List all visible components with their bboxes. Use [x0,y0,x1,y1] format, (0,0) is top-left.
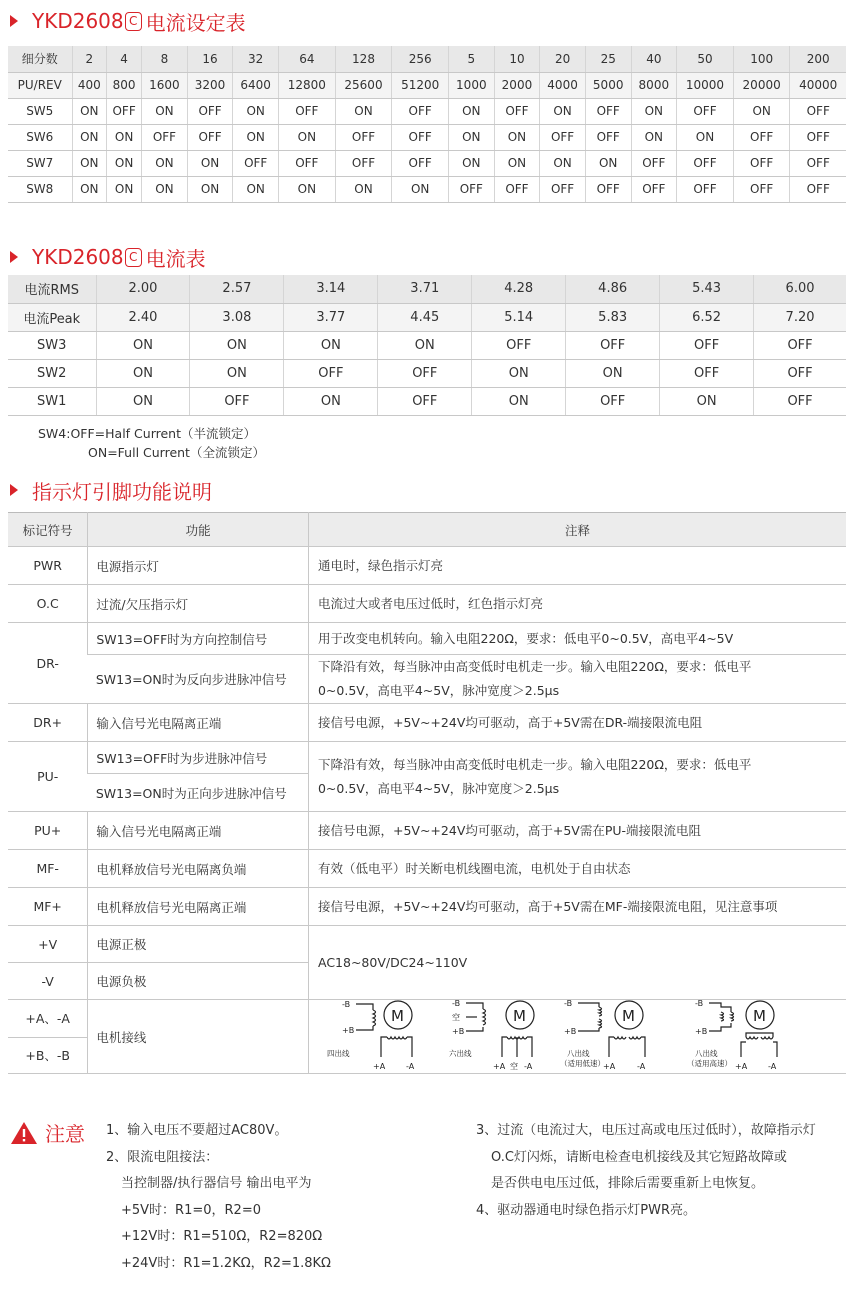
table-row [8,359,846,387]
table-cell: 10 [494,46,540,72]
sw4-note: SW4:OFF=Half Current（半流锁定） ON=Full Current（全流锁定） [38,426,265,460]
notice-column-left: 1、输入电压不要超过AC80V。 2、限流电阻接法： 当控制器/执行器信号 输出电平为 +5V时：R1=0，R2=0 +12V时：R1=510Ω，R2=820Ω +24V时：R1=1.2KΩ，R2=1.8KΩ [106,1123,331,1271]
table-cell: OFF [540,124,586,150]
table-cell: OFF [335,124,392,150]
table-cell: ON [472,387,566,415]
table-cell: 64 [279,46,336,72]
table-cell: OFF [660,331,754,359]
table-cell: OFF [631,176,677,202]
svg-text:-B: -B [451,1000,461,1008]
svg-text:四出线: 四出线 [326,1049,350,1058]
table-cell: OFF [677,176,734,202]
table-cell: 3200 [187,72,233,98]
table-cell: ON [472,359,566,387]
table-cell: ON [96,359,190,387]
svg-text:M: M [621,1007,635,1025]
svg-text:M: M [390,1007,404,1025]
table-cell: 51200 [392,72,449,98]
svg-text:M: M [512,1007,526,1025]
ce-mark-icon: C [125,248,142,267]
svg-text:+A: +A [372,1062,386,1071]
empty-label: 空 [451,1013,460,1022]
table-cell: 4 [107,46,142,72]
table-cell: 1600 [142,72,188,98]
section-title-current-setting: YKD2608 C 电流设定表 [10,8,246,34]
table-cell: ON [72,176,107,202]
table-row: O.C 过流/欠压指示灯 电流过大或者电压过低时，红色指示灯亮 [8,585,846,623]
table-cell: OFF [754,331,846,359]
table-cell: ON [494,150,540,176]
table-cell: 2.40 [96,303,190,331]
table-cell: ON [72,150,107,176]
table-row: +V 电源正极 AC18~80V/DC24~110V [8,926,846,963]
table-cell: OFF [392,150,449,176]
row-label: SW6 [8,124,72,150]
table-cell: ON [279,176,336,202]
table-cell: 4000 [540,72,586,98]
table-cell: ON [190,331,284,359]
table-row: PU- SW13=OFF时为步进脉冲信号 下降沿有效，每当脉冲由高变低时电机走一步。输入电阻220Ω，要求：低电平 0~0.5V，高电平4~5V，脉冲宽度＞2.5μs [8,742,846,774]
table-cell: OFF [449,176,495,202]
table-cell: ON [449,150,495,176]
table-row [8,303,846,331]
table-cell: OFF [585,176,631,202]
table-row [8,176,846,202]
table-cell: ON [72,98,107,124]
table-row [8,98,846,124]
svg-text:八出线: 八出线 [694,1049,718,1058]
triangle-bullet-icon [10,251,18,263]
table-cell: ON [585,150,631,176]
table-row [8,387,846,415]
table-row [8,72,846,98]
table-cell: ON [107,124,142,150]
table-cell: 5 [449,46,495,72]
table-cell: 3.08 [190,303,284,331]
table-cell: OFF [677,98,734,124]
table-cell: OFF [566,331,660,359]
table-cell: OFF [585,98,631,124]
table-cell: OFF [790,124,846,150]
svg-text:（适用低速）: （适用低速） [559,1059,605,1068]
row-label: PU/REV [8,72,72,98]
table-cell: 6.52 [660,303,754,331]
table-cell: 50 [677,46,734,72]
table-row: PU+ 输入信号光电隔离正端 接信号电源，+5V~+24V均可驱动，高于+5V需在PU-端接限流电阻 [8,812,846,850]
table-cell: 25600 [335,72,392,98]
table-cell: 8 [142,46,188,72]
table-cell: 32 [233,46,279,72]
table-row: SW13=ON时为正向步进脉冲信号 [8,774,846,812]
table-cell: 10000 [677,72,734,98]
section-title-pin-functions: 指示灯引脚功能说明 [10,477,212,503]
table-cell: ON [233,98,279,124]
header-note: 注释 [308,513,846,547]
row-label: SW2 [8,359,96,387]
table-cell: 4.28 [472,275,566,303]
table-cell: OFF [392,124,449,150]
table-cell: OFF [472,331,566,359]
table-cell: 100 [733,46,790,72]
table-cell: ON [378,331,472,359]
notice-column-right: 3、过流（电流过大，电压过高或电压过低时），故障指示灯 O.C灯闪烁，请断电检查电机接线及其它短路故障或 是否供电电压过低，排除后需要重新上电恢复。 4、驱动器通电时绿色指示灯PWR亮。 [476,1123,816,1218]
table-cell: OFF [566,387,660,415]
table-cell: 8000 [631,72,677,98]
current-table [8,275,846,416]
table-cell: 2.57 [190,275,284,303]
table-cell: OFF [378,387,472,415]
table-cell: OFF [660,359,754,387]
microstep-setting-table [8,46,846,203]
ce-mark-icon: C [125,12,142,31]
table-cell: OFF [279,98,336,124]
table-cell: ON [540,150,586,176]
table-cell: OFF [540,176,586,202]
table-cell: OFF [631,150,677,176]
svg-text:+A: +A [734,1062,748,1071]
section-title-current-table: YKD2608 C 电流表 [10,244,206,270]
table-cell: OFF [494,98,540,124]
svg-text:八出线: 八出线 [566,1049,590,1058]
table-row: DR+ 输入信号光电隔离正端 接信号电源，+5V~+24V均可驱动，高于+5V需在DR-端接限流电阻 [8,704,846,742]
table-cell: ON [72,124,107,150]
svg-text:六出线: 六出线 [448,1049,472,1058]
table-cell: 6.00 [754,275,846,303]
svg-text:+B: +B [341,1026,355,1035]
table-cell: 5000 [585,72,631,98]
table-cell: 2000 [494,72,540,98]
table-cell: 1000 [449,72,495,98]
table-cell: 20000 [733,72,790,98]
wiring-8wire-low-speed [560,1000,646,1071]
table-cell: OFF [279,150,336,176]
row-label: 细分数 [8,46,72,72]
table-cell: ON [566,359,660,387]
table-cell: 6400 [233,72,279,98]
table-cell: ON [284,331,378,359]
table-cell: ON [187,176,233,202]
table-cell: ON [449,124,495,150]
table-row: MF- 电机释放信号光电隔离负端 有效（低电平）时关断电机线圈电流，电机处于自由状态 [8,850,846,888]
table-cell: ON [187,150,233,176]
svg-text:-A: -A [767,1062,777,1071]
table-cell: OFF [790,98,846,124]
table-cell: ON [540,98,586,124]
table-cell: OFF [233,150,279,176]
table-cell: OFF [284,359,378,387]
table-cell: 5.43 [660,275,754,303]
table-cell: 25 [585,46,631,72]
svg-text:-B: -B [341,1000,351,1009]
table-cell: 256 [392,46,449,72]
table-cell: 4.45 [378,303,472,331]
table-cell: OFF [190,387,284,415]
table-cell: OFF [790,150,846,176]
table-cell: ON [733,98,790,124]
table-row: +B、-B [8,1037,846,1074]
svg-text:-A: -A [636,1062,646,1071]
svg-text:空: 空 [509,1062,518,1071]
table-cell: OFF [585,124,631,150]
notice-title: 注意 [45,1122,85,1146]
table-cell: OFF [790,176,846,202]
table-header-row [8,513,846,547]
table-cell: 3.71 [378,275,472,303]
table-cell: ON [494,124,540,150]
wiring-4wire [327,1000,415,1071]
row-label: SW3 [8,331,96,359]
motor-wiring-diagrams [309,1000,846,1073]
wiring-8wire-high-speed [687,1000,777,1071]
table-cell: OFF [733,150,790,176]
table-cell: 2 [72,46,107,72]
table-cell: 7.20 [754,303,846,331]
table-cell: ON [142,150,188,176]
table-cell: ON [96,387,190,415]
table-cell: ON [233,176,279,202]
table-cell: ON [279,124,336,150]
table-cell: OFF [107,98,142,124]
svg-text:-A: -A [523,1062,533,1071]
table-cell: 20 [540,46,586,72]
table-cell: ON [335,176,392,202]
wiring-6wire [449,1000,534,1071]
table-cell: 4.86 [566,275,660,303]
row-label: 电流RMS [8,275,96,303]
table-cell: 5.83 [566,303,660,331]
svg-text:+B: +B [451,1027,465,1036]
triangle-bullet-icon [10,15,18,27]
table-cell: 200 [790,46,846,72]
svg-text:+B: +B [694,1027,708,1036]
row-label: SW1 [8,387,96,415]
table-cell: OFF [378,359,472,387]
table-cell: 16 [187,46,233,72]
table-cell: 800 [107,72,142,98]
table-cell: ON [631,124,677,150]
table-cell: ON [142,176,188,202]
row-label: SW8 [8,176,72,202]
table-cell: ON [107,176,142,202]
table-cell: OFF [187,98,233,124]
header-function: 功能 [88,513,309,547]
table-cell: OFF [142,124,188,150]
table-cell: 128 [335,46,392,72]
table-cell: OFF [187,124,233,150]
table-cell: OFF [733,124,790,150]
warning-icon [10,1121,38,1145]
table-cell: ON [660,387,754,415]
pin-function-table [8,512,846,1074]
notice-heading [10,1118,85,1147]
svg-text:-A: -A [405,1062,415,1071]
table-row [8,150,846,176]
table-cell: 2.00 [96,275,190,303]
table-cell: ON [142,98,188,124]
svg-text:+A: +A [492,1062,506,1071]
table-cell: ON [677,124,734,150]
table-cell: OFF [754,359,846,387]
table-row [8,275,846,303]
svg-text:M: M [752,1007,766,1025]
header-symbol: 标记符号 [8,513,88,547]
table-cell: ON [284,387,378,415]
table-cell: 400 [72,72,107,98]
table-cell: 12800 [279,72,336,98]
table-cell: ON [631,98,677,124]
table-cell: 40000 [790,72,846,98]
svg-text:（适用高速）: （适用高速） [686,1059,732,1068]
table-cell: ON [449,98,495,124]
table-cell: OFF [754,387,846,415]
table-cell: ON [96,331,190,359]
table-cell: ON [392,176,449,202]
table-cell: 3.77 [284,303,378,331]
table-row [8,124,846,150]
table-row: SW13=ON时为反向步进脉冲信号 下降沿有效，每当脉冲由高变低时电机走一步。输入电阻220Ω，要求：低电平 0~0.5V，高电平4~5V，脉冲宽度＞2.5μs [8,655,846,704]
table-row: MF+ 电机释放信号光电隔离正端 接信号电源，+5V~+24V均可驱动，高于+5V需在MF-端接限流电阻，见注意事项 [8,888,846,926]
table-row [8,331,846,359]
svg-text:-B: -B [563,1000,573,1008]
table-cell: OFF [677,150,734,176]
table-cell: 3.14 [284,275,378,303]
table-cell: OFF [335,150,392,176]
table-row: PWR 电源指示灯 通电时，绿色指示灯亮 [8,547,846,585]
table-cell: OFF [494,176,540,202]
table-cell: ON [107,150,142,176]
triangle-bullet-icon [10,484,18,496]
table-cell: 40 [631,46,677,72]
table-cell: ON [190,359,284,387]
table-cell: OFF [392,98,449,124]
table-cell: ON [335,98,392,124]
row-label: 电流Peak [8,303,96,331]
table-cell: ON [233,124,279,150]
svg-text:-B: -B [694,1000,704,1008]
table-row [8,46,846,72]
wiring-diagram-cell [308,1000,846,1074]
table-row: DR- SW13=OFF时为方向控制信号 用于改变电机转向。输入电阻220Ω，要求：低电平0~0.5V，高电平4~5V [8,623,846,655]
svg-text:+A: +A [602,1062,616,1071]
table-row: +A、-A 电机接线 -B +B M 四出线 +A -A -B 空 +B M 六出线 +A 空 -A -B +B M 八出线 （适用低速） +A -A -B +B M 八出线 （适用高速） +A -A [8,1000,846,1038]
table-cell: 5.14 [472,303,566,331]
table-cell: OFF [733,176,790,202]
row-label: SW5 [8,98,72,124]
row-label: SW7 [8,150,72,176]
table-row: -V 电源负极 [8,963,846,1000]
svg-text:+B: +B [563,1027,577,1036]
